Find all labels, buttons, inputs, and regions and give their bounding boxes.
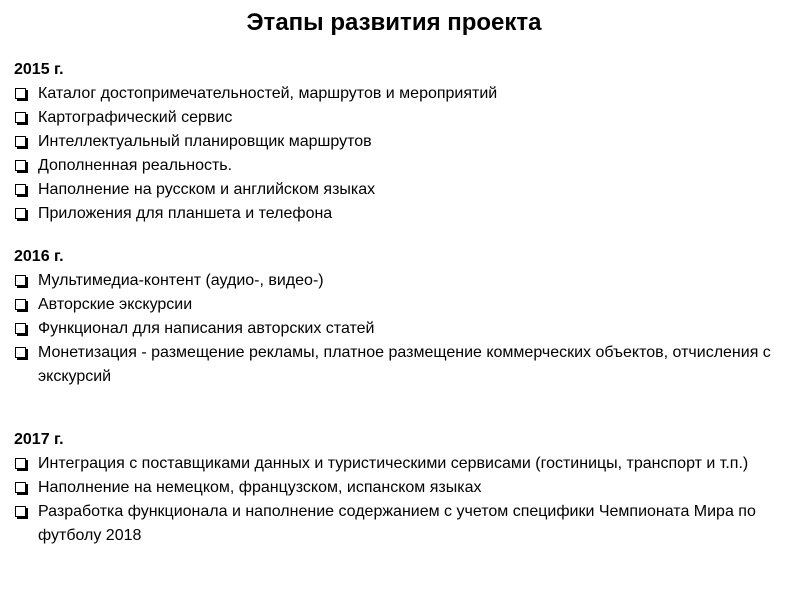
checkbox-bullet-icon [15,88,26,99]
checkbox-bullet-icon [15,323,26,334]
list-item [14,452,794,476]
list-item [14,106,794,130]
section-year: 2015 г. [14,61,64,78]
list-item [14,130,794,154]
checkbox-bullet-icon [15,482,26,493]
section-2015 [14,59,794,226]
section-2017 [14,429,794,548]
list-item [14,293,794,317]
item-text: Каталог достопримечательностей, маршрутов и мероприятий [38,85,498,102]
checkbox-bullet-icon [15,275,26,286]
checkbox-bullet-icon [15,506,26,517]
item-text: Монетизация - размещение рекламы, платное размещение коммерческих объектов, отчисления с экскурсий [38,344,771,385]
slide-title: Этапы развития проекта [246,9,542,36]
item-list [14,82,794,226]
checkbox-bullet-icon [15,136,26,147]
list-item [14,341,794,389]
checkbox-bullet-icon [15,184,26,195]
item-text: Авторские экскурсии [38,296,193,313]
checkbox-bullet-icon [15,299,26,310]
item-text: Наполнение на русском и английском языках [38,181,376,198]
item-text: Приложения для планшета и телефона [38,205,333,222]
list-item [14,154,794,178]
checkbox-bullet-icon [15,208,26,219]
item-text: Мультимедиа-контент (аудио-, видео-) [38,272,324,289]
item-list [14,452,794,548]
list-item [14,500,794,548]
list-item [14,476,794,500]
section-2016 [14,246,794,389]
item-text: Интеллектуальный планировщик маршрутов [38,133,372,150]
item-text: Функционал для написания авторских статей [38,320,375,337]
list-item [14,269,794,293]
list-item [14,82,794,106]
list-item [14,178,794,202]
item-text: Наполнение на немецком, французском, испанском языках [38,479,482,496]
section-year: 2016 г. [14,248,64,265]
item-text: Картографический сервис [38,109,233,126]
checkbox-bullet-icon [15,458,26,469]
item-text: Интеграция с поставщиками данных и туристическими сервисами (гостиницы, транспорт и т.п.) [38,455,749,472]
item-text: Дополненная реальность. [38,157,233,174]
item-text: Разработка функционала и наполнение содержанием с учетом специфики Чемпионата Мира по футболу 2018 [38,503,756,544]
checkbox-bullet-icon [15,160,26,171]
list-item [14,317,794,341]
list-item [14,202,794,226]
section-year: 2017 г. [14,431,64,448]
checkbox-bullet-icon [15,112,26,123]
item-list [14,269,794,389]
checkbox-bullet-icon [15,347,26,358]
